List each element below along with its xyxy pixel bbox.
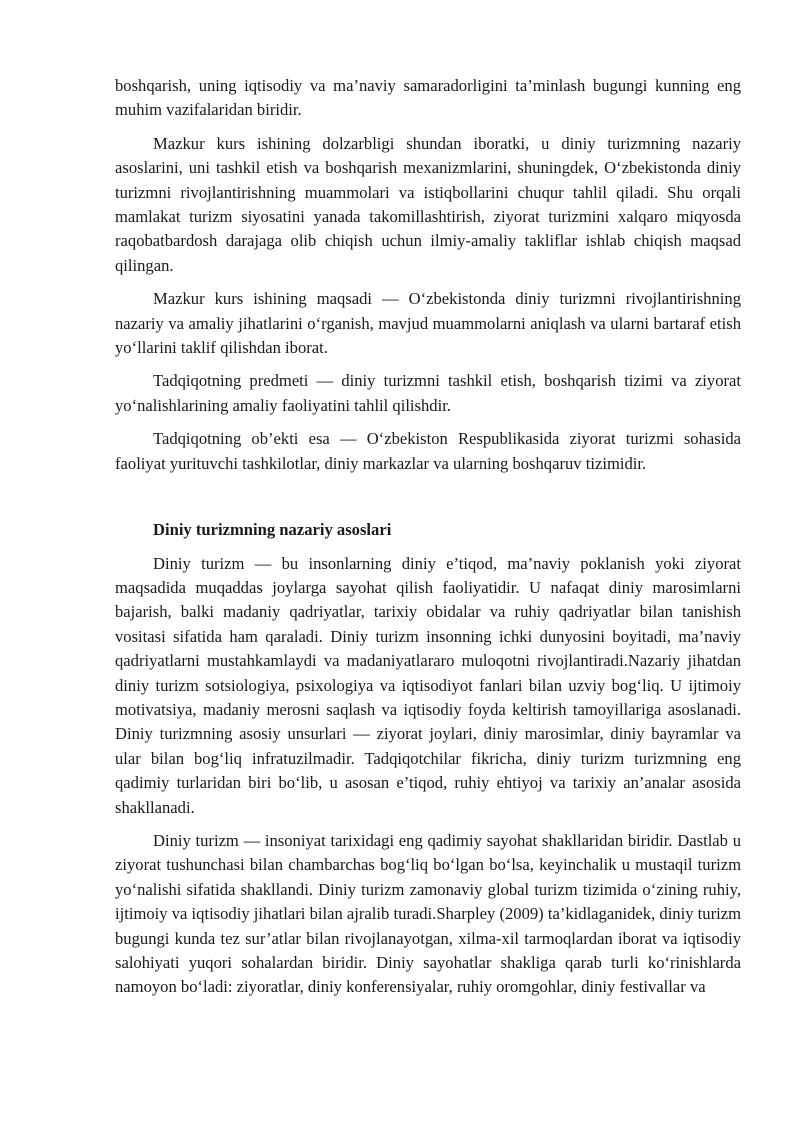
paragraph-subject: Tadqiqotning predmeti — diniy turizmni tashkil etish, boshqarish tizimi va ziyorat yo‘nalishlarining amaliy faoliyatini tahlil qilishdir. bbox=[115, 371, 741, 415]
document-page bbox=[115, 74, 741, 1009]
paragraph-goal: Mazkur kurs ishining maqsadi — O‘zbekistonda diniy turizmni rivojlantirishning nazariy va amaliy jihatlarini o‘rganish, mavjud muammolarni aniqlash va ularni bartaraf etish yo‘llarini taklif qilishdan iborat. bbox=[115, 289, 741, 358]
paragraph-intro-continuation: boshqarish, uning iqtisodiy va ma’naviy samaradorligini ta’minlash bugungi kunning eng muhim vazifalaridan biridir. bbox=[115, 76, 741, 120]
paragraph-relevance: Mazkur kurs ishining dolzarbligi shundan iboratki, u diniy turizmning nazariy asoslarini, uni tashkil etish va boshqarish mexanizmlarini, shuningdek, O‘zbekistonda diniy turizmni rivojlantirishning muammolari va istiqbollarini chuqur tahlil qiladi. Shu orqali mamlakat turizm siyosatini yanada takomillashtirish, ziyorat turizmini xalqaro miqyosda raqobatbardosh darajaga olib chiqish uchun ilmiy-amaliy takliflar ishlab chiqish maqsad qilingan. bbox=[115, 133, 741, 275]
paragraph-history: Diniy turizm — insoniyat tarixidagi eng qadimiy sayohat shakllaridan biridir. Dastlab u ziyorat tushunchasi bilan chambarchas bog‘liq bo‘lgan bo‘lsa, keyinchalik u mustaqil turizm yo‘nalishi sifatida shakllandi. Diniy turizm zamonaviy global turizm tizimida o‘zining ruhiy, ijtimoiy va iqtisodiy jihatlari bilan ajralib turadi.Sharpley (2009) ta’kidlaganidek, diniy turizm bugungi kunda tez sur’atlar bilan rivojlanayotgan, xilma-xil tarmoqlardan iborat va iqtisodiy salohiyati yuqori sohalardan biridir. Diniy sayohatlar shakliga qarab turli ko‘rinishlarda namoyon bo‘ladi: ziyoratlar, diniy konferensiyalar, ruhiy oromgohlar, diniy festivallar va bbox=[115, 830, 741, 997]
paragraph-object: Tadqiqotning ob’ekti esa — O‘zbekiston Respublikasida ziyorat turizmi sohasida faoliyat yurituvchi tashkilotlar, diniy markazlar va ularning boshqaruv tizimidir. bbox=[115, 429, 741, 473]
section-heading: Diniy turizmning nazariy asoslari bbox=[153, 520, 392, 540]
paragraph-definition: Diniy turizm — bu insonlarning diniy e’tiqod, ma’naviy poklanish yoki ziyorat maqsadida muqaddas joylarga sayohat qilish faoliyatidir. U nafaqat diniy marosimlarni bajarish, balki madaniy qadriyatlar, tarixiy obidalar va ruhiy qadriyatlar bilan tanishish vositasi sifatida ham qaraladi. Diniy turizm insonning ichki dunyosini boyitadi, ma’naviy qadriyatlarni mustahkamlaydi va madaniyatlararo muloqotni rivojlantiradi.Nazariy jihatdan diniy turizm sotsiologiya, psixologiya va iqtisodiyot fanlari bilan uzviy bog‘liq. U ijtimoiy motivatsiya, madaniy merosni saqlash va iqtisodiy foyda keltirish tamoyillariga asoslanadi. Diniy turizmning asosiy unsurlari — ziyorat joylari, diniy marosimlar, diniy bayramlar va ular bilan bog‘liq infratuzilmadir. Tadqiqotchilar fikricha, diniy turizm turizmning eng qadimiy turlaridan biri bo‘lib, u asosan e’tiqod, ruhiy ehtiyoj va tarixiy an’analar asosida shakllanadi. bbox=[115, 553, 741, 817]
